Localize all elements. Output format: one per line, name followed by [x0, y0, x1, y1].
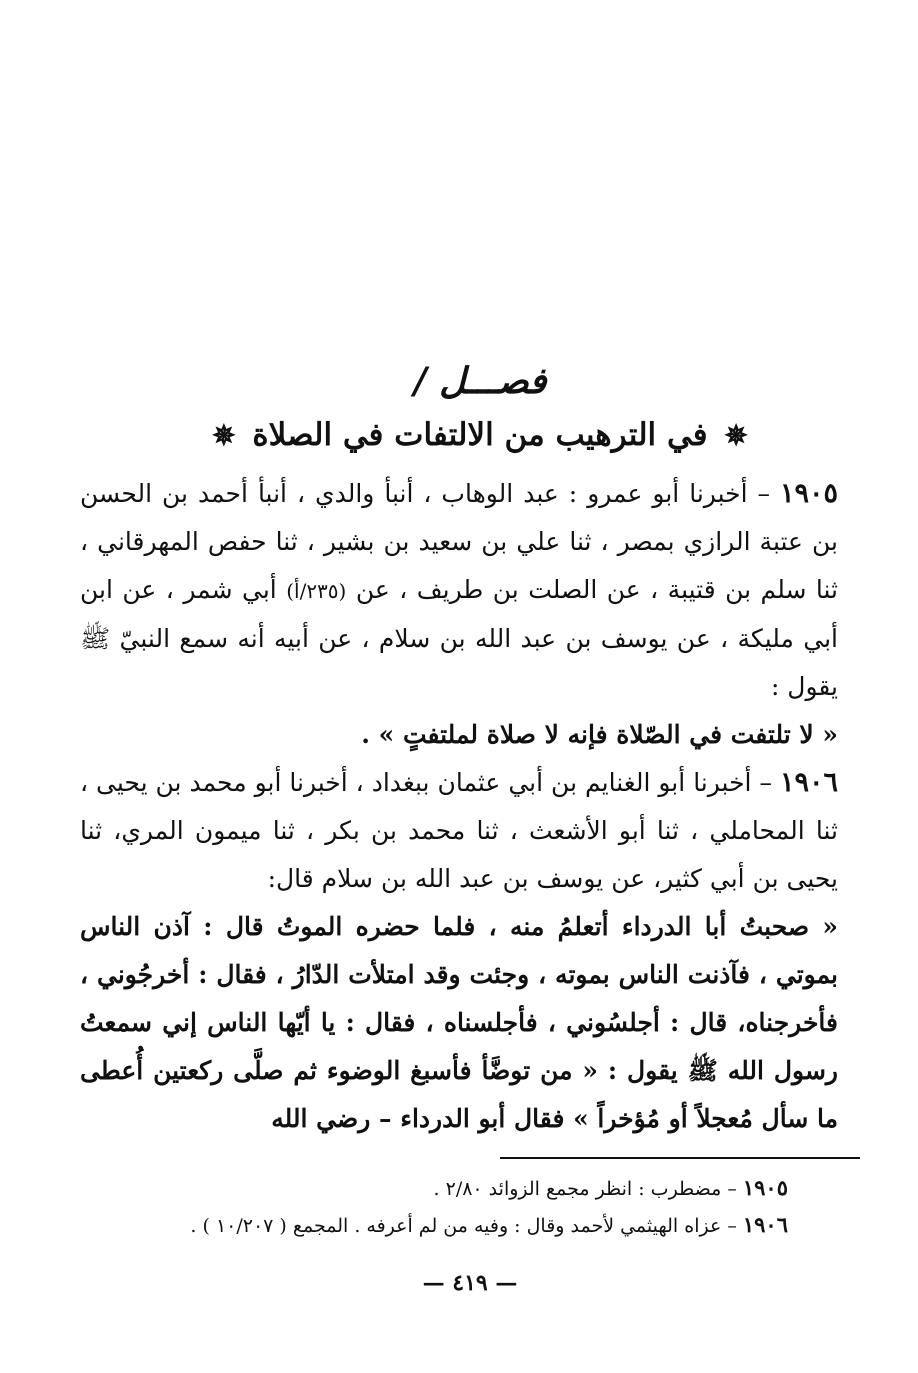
hadith-1906-matn: « صحبتُ أبا الدرداء أتعلمُ منه ، فلما حضره الموتُ قال : آذن الناس بموتي ، فآذنت الناس بموته ، وجئت وقد امتلأت الدّارُ ، فقال : أخرجُوني ، فأخرجناه، قال : أجلسُوني ، فأجلسناه ، فقال : يا أيّها الناس إني سمعتُ رسول الله ﷺ يقول : « من توضَّأ فأسبغ الوضوء ثم صلَّى ركعتين أُعطى ما سأل مُعجلاً أو مُؤخراً » فقال أبو الدرداء – رضي الله — [80, 912, 838, 1133]
footnote-text: – مضطرب : انظر مجمع الزوائد ٢/٨٠ . — [433, 1178, 743, 1200]
hadith-1905-matn: « لا تلتفت في الصّلاة فإنه لا صلاة لملتفتٍ » . — [361, 720, 838, 749]
page-number: — ٤١٩ — — [422, 1270, 518, 1296]
footnote-number: ١٩٠٥ — [742, 1175, 788, 1200]
hadith-isnad-end: أبي شمر ، عن ابن أبي مليكة ، عن يوسف بن عبد الله بن سلام ، عن أبيه أنه سمع النبيّ ﷺ يقول : — [80, 575, 838, 701]
chapter-title — [150, 412, 810, 459]
hadith-number: ١٩٠٦ — [779, 767, 838, 798]
footnote-divider — [500, 1157, 860, 1159]
footnote-number: ١٩٠٦ — [742, 1212, 788, 1237]
footnote-item — [80, 1170, 858, 1207]
section-label: فصـــل / — [413, 360, 547, 402]
star-ornament-icon: ✵ — [724, 419, 748, 452]
hadith-1905-paragraph — [80, 470, 858, 711]
chapter-title-text: في الترهيب من الالتفات في الصلاة — [252, 417, 708, 453]
hadith-number: ١٩٠٥ — [779, 478, 838, 509]
hadith-isnad: – أخبرنا أبو الغنايم بن أبي عثمان ببغداد ، أخبرنا أبو محمد بن يحيى ، ثنا المحاملي ، ثنا أبو الأشعث ، ثنا محمد بن بكر ، ثنا ميمون المري، ثنا يحيى بن أبي كثير، عن يوسف بن عبد الله بن سلام قال: — [80, 768, 838, 893]
footnotes — [80, 1170, 858, 1244]
main-text — [80, 470, 858, 1143]
hadith-1906-paragraph — [80, 759, 858, 903]
footnote-text: – عزاه الهيثمي لأحمد وقال : وفيه من لم أعرفه . المجمع ( ١٠/٢٠٧ ) . — [190, 1215, 743, 1237]
folio-marker: (٢٣٥/أ) — [286, 579, 347, 603]
star-ornament-icon: ✵ — [212, 419, 236, 452]
hadith-isnad: – أخبرنا أبو عمرو : عبد الوهاب ، أنبأ والدي ، أنبأ أحمد بن الحسن بن عتبة الرازي بمصر ، ثنا علي بن سعيد بن بشير ، ثنا حفص المهرقاني ، ثنا سلم بن قتيبة ، عن الصلت بن طريف ، عن — [80, 479, 838, 604]
footnote-item — [80, 1207, 858, 1244]
